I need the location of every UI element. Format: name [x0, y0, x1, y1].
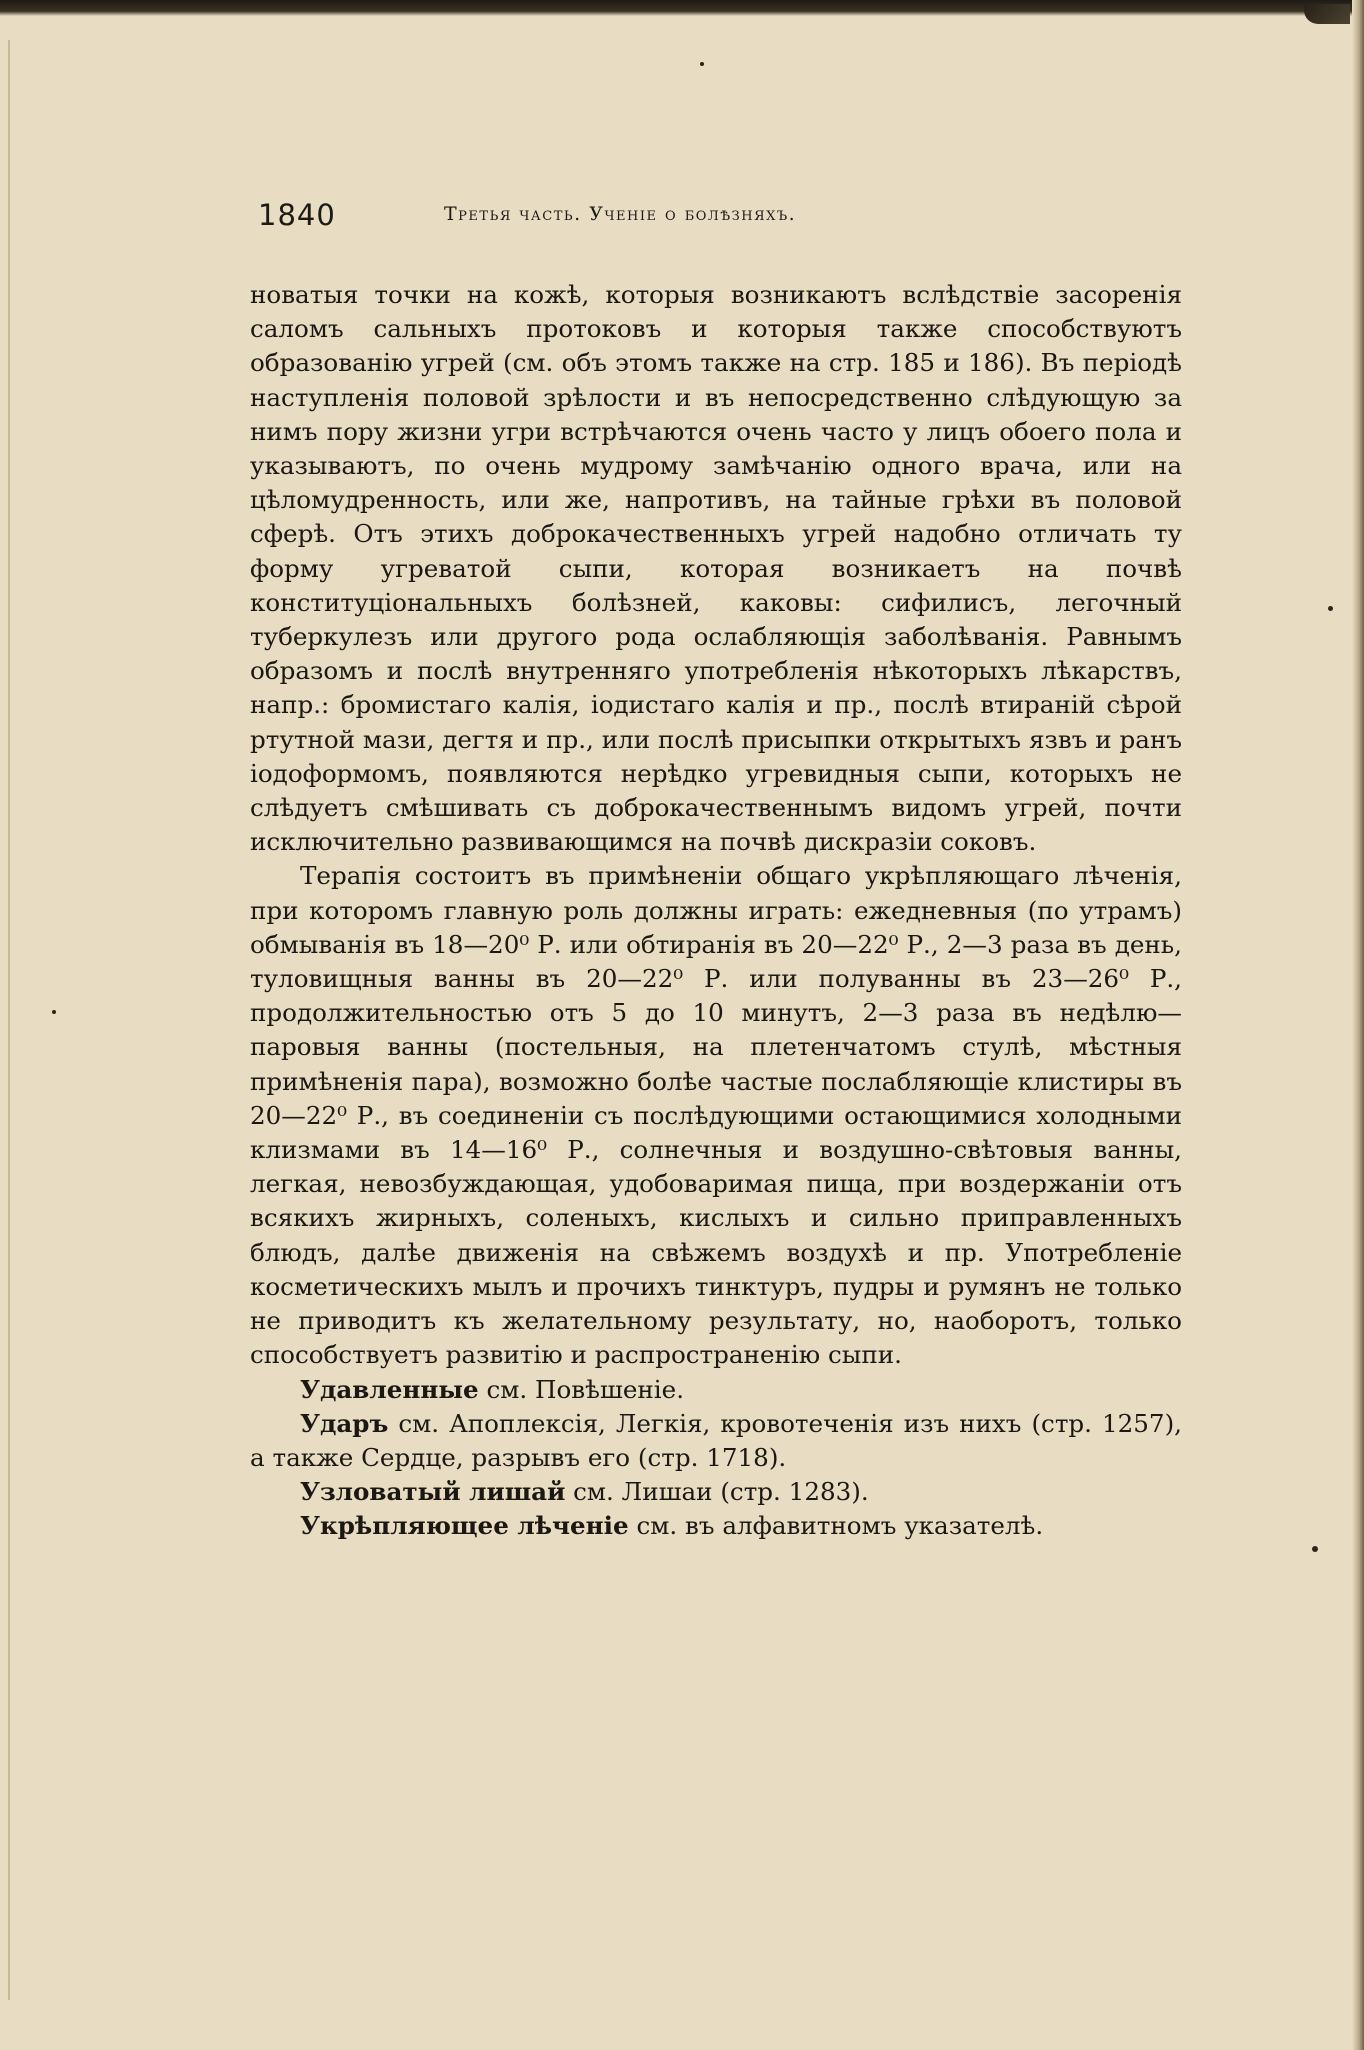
index-entry-term: Ударъ — [300, 1408, 389, 1438]
scan-top-edge — [0, 0, 1364, 16]
scan-right-edge — [1352, 0, 1364, 2050]
index-entry — [250, 1407, 1182, 1475]
index-entry-text: см. Лишаи (стр. 1283). — [565, 1477, 869, 1507]
running-head — [258, 198, 1142, 248]
ink-speck — [1328, 606, 1333, 611]
ink-speck — [700, 62, 704, 66]
index-entry — [250, 1509, 1182, 1543]
index-entry-term: Укрѣпляющее лѣченіе — [300, 1511, 629, 1541]
body-text — [250, 278, 1182, 1544]
index-entry — [250, 1475, 1182, 1509]
index-entry-text: см. въ алфавитномъ указателѣ. — [628, 1511, 1044, 1541]
ink-speck — [1312, 1546, 1318, 1552]
paragraph-acne-continued: новатыя точки на кожѣ, которыя возникаютъ вслѣдствіе засоренія саломъ сальныхъ протоковъ и которыя также способствуютъ образованію угрей (см. объ этомъ также на стр. 185 и 186). Въ періодѣ наступленія половой зрѣлости и въ непосредственно слѣдующую за нимъ пору жизни угри встрѣчаются очень часто у лицъ обоего пола и указываютъ, по очень мудрому замѣчанію одного врача, или на цѣломудренность, или же, напротивъ, на тайные грѣхи въ половой сферѣ. Отъ этихъ доброкачественныхъ угрей надобно отличать ту форму угреватой сыпи, которая возникаетъ на почвѣ конституціональныхъ болѣзней, каковы: сифилисъ, легочный туберкулезъ или другого рода ослабляющія заболѣванія. Равнымъ образомъ и послѣ внутренняго употребленія нѣкоторыхъ лѣкарствъ, напр.: бромистаго калія, іодистаго калія и пр., послѣ втираній сѣрой ртутной мази, дегтя и пр., или послѣ присыпки открытыхъ язвъ и ранъ іодоформомъ, появляются нерѣдко угревидныя сыпи, которыхъ не слѣдуетъ смѣшивать съ доброкачественнымъ видомъ угрей, почти исключительно развивающимся на почвѣ дискразіи соковъ. — [250, 280, 1182, 857]
index-entry — [250, 1373, 1182, 1407]
paragraph-therapy: Терапія состоитъ въ примѣненіи общаго укрѣпляющаго лѣченія, при которомъ главную роль должны играть: ежедневныя (по утрамъ) обмыванія въ 18—20⁰ Р. или обтиранія въ 20—22⁰ Р., 2—3 раза въ день, туловищныя ванны въ 20—22⁰ Р. или полуванны въ 23—26⁰ Р., продолжительностью отъ 5 до 10 минутъ, 2—3 раза въ недѣлю—паровыя ванны (постельныя, на плетенчатомъ стулѣ, мѣстныя примѣненія пара), возможно болѣе частые послабляющіе клистиры въ 20—22⁰ Р., въ соединеніи съ послѣдующими остающимися холодными клизмами въ 14—16⁰ Р., солнечныя и воздушно-свѣтовыя ванны, легкая, невозбуждающая, удобоваримая пища, при воздержаніи отъ всякихъ жирныхъ, соленыхъ, кислыхъ и сильно приправленныхъ блюдъ, далѣе движенія на свѣжемъ воздухѣ и пр. Употребленіе косметическихъ мылъ и прочихъ тинктуръ, пудры и румянъ не только не приводитъ къ желательному результату, но, наоборотъ, только способствуетъ развитію и распространенію сыпи. — [250, 861, 1182, 1370]
index-entry-term: Узловатый лишай — [300, 1477, 566, 1507]
page-number: 1840 — [258, 198, 336, 232]
index-entry-text: см. Повѣшеніе. — [478, 1374, 685, 1404]
chapter-title: Третья часть. Ученіе о болѣзняхъ. — [444, 203, 797, 225]
index-entry-term: Удавленные — [300, 1374, 479, 1404]
index-entry-text: см. Апоплексія, Легкія, кровотеченія изъ нихъ (стр. 1257), а также Сердце, разрывъ его (стр. 1718). — [250, 1408, 1182, 1472]
scan-corner-shadow — [1304, 4, 1350, 24]
scan-left-crease — [8, 40, 10, 2000]
ink-speck — [52, 1010, 56, 1014]
